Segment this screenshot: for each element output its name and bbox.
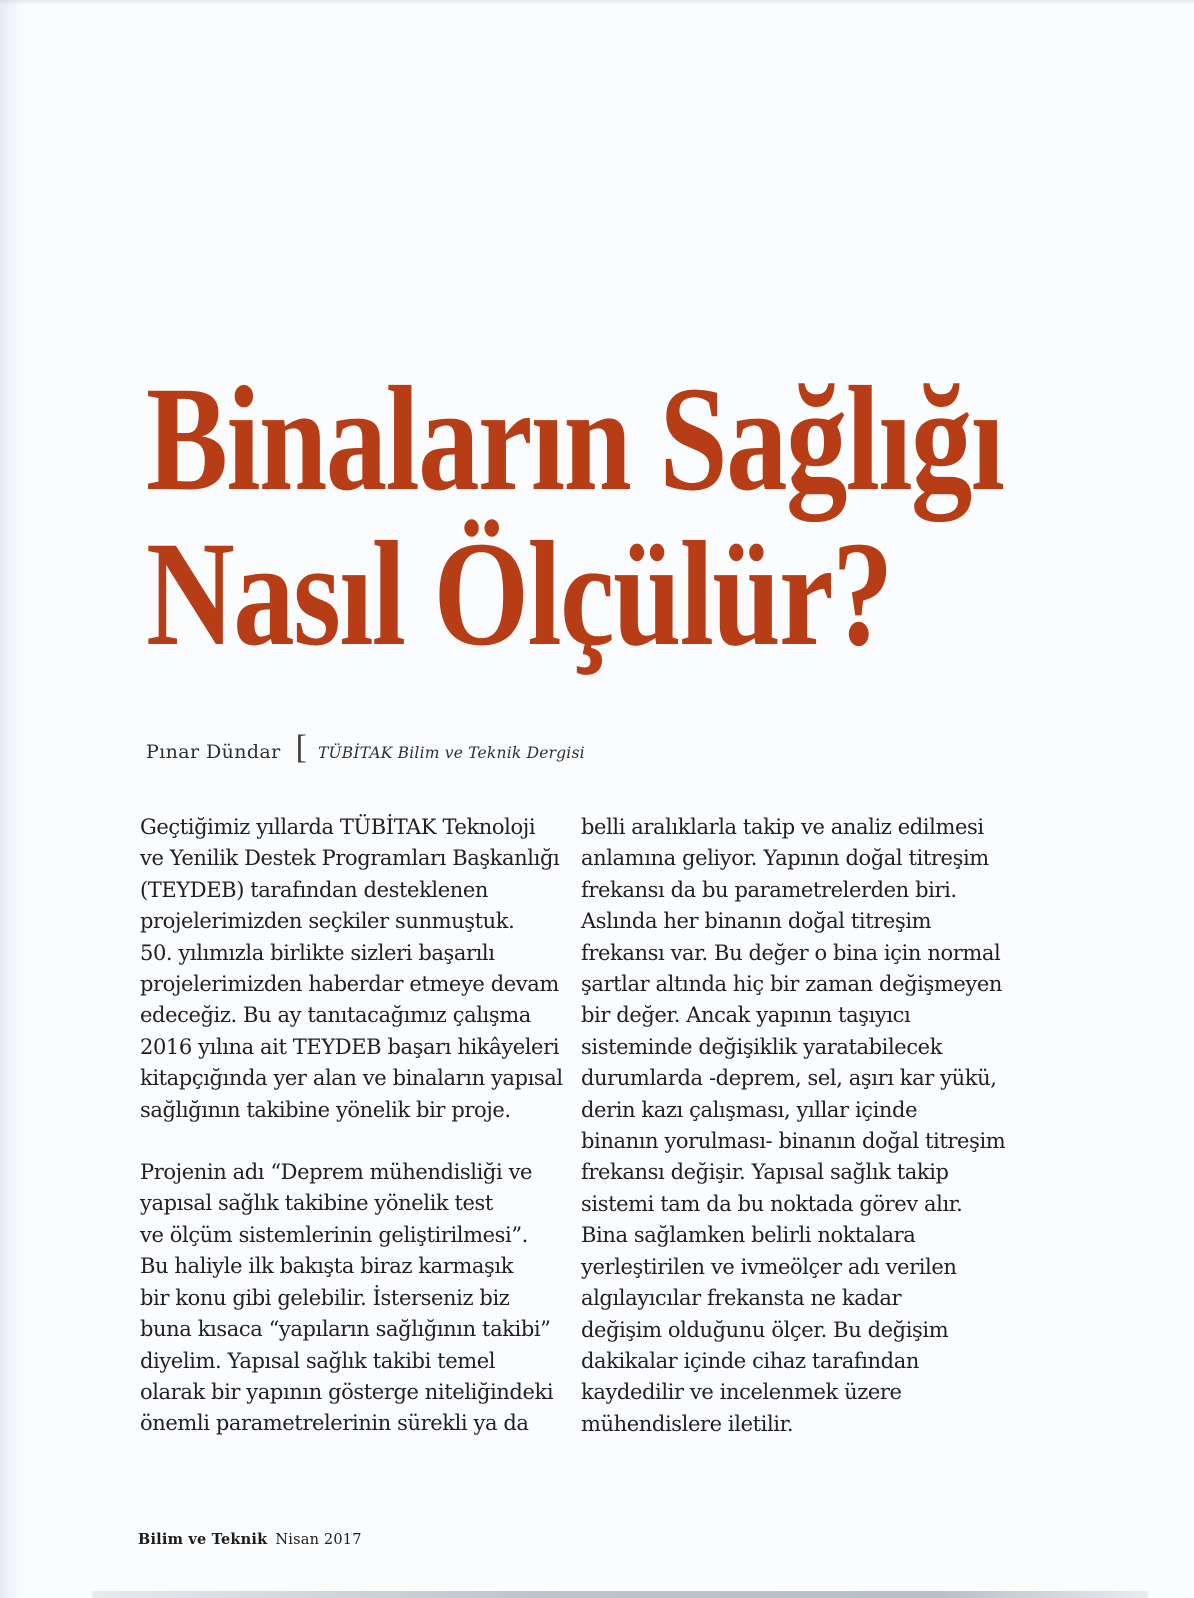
paragraph-left-1: [140, 812, 564, 1126]
text-line: algılayıcılar frekansta ne kadar: [581, 1286, 902, 1311]
text-line: buna kısaca “yapıların sağlığının takibi”: [140, 1317, 551, 1342]
body-left-column: [140, 812, 564, 1440]
text-line: sistemi tam da bu noktada görev alır.: [581, 1191, 963, 1216]
text-line: binanın yorulması- binanın doğal titreşim: [581, 1129, 1006, 1154]
scan-edge-left: [0, 0, 24, 1598]
issue-date: Nisan 2017: [275, 1532, 362, 1548]
text-line: sisteminde değişiklik yaratabilecek: [581, 1034, 943, 1059]
text-line: mühendislere iletilir.: [581, 1411, 794, 1436]
byline-bracket: [: [295, 729, 307, 766]
scan-edge-bottom: [92, 1591, 1148, 1598]
article-title-line-1: Binaların Sağlığı: [146, 356, 1004, 522]
byline: [146, 729, 585, 767]
text-line: (TEYDEB) tarafından desteklenen: [140, 877, 489, 902]
text-line: projelerimizden haberdar etmeye devam: [140, 972, 559, 997]
text-line: frekansı da bu parametrelerden biri.: [581, 877, 957, 902]
page-footer: [138, 1531, 362, 1548]
text-line: dakikalar içinde cihaz tarafından: [581, 1348, 919, 1373]
text-line: sağlığının takibine yönelik bir proje.: [140, 1097, 511, 1122]
scan-edge-top: [0, 0, 1194, 5]
text-line: belli aralıklarla takip ve analiz edilmesi: [581, 815, 984, 839]
text-line: frekansı var. Bu değer o bina için normal: [581, 940, 1001, 965]
text-line: projelerimizden seçkiler sunmuştuk.: [140, 909, 515, 934]
text-line: yapısal sağlık takibine yönelik test: [140, 1191, 493, 1216]
text-line: yerleştirilen ve ivmeölçer adı verilen: [581, 1254, 957, 1279]
text-line: Bina sağlamken belirli noktalara: [581, 1223, 916, 1248]
text-line: Projenin adı “Deprem mühendisliği ve: [140, 1160, 533, 1185]
text-line: durumlarda -deprem, sel, aşırı kar yükü,: [581, 1066, 997, 1091]
text-line: derin kazı çalışması, yıllar içinde: [581, 1097, 918, 1122]
text-line: Geçtiğimiz yıllarda TÜBİTAK Teknoloji: [140, 815, 536, 839]
magazine-name: Bilim ve Teknik: [138, 1531, 268, 1548]
text-line: ve Yenilik Destek Programları Başkanlığı: [140, 846, 560, 871]
text-line: 2016 yılına ait TEYDEB başarı hikâyeleri: [140, 1034, 560, 1059]
text-line: önemli parametrelerinin sürekli ya da: [140, 1411, 529, 1436]
author-name: Pınar Dündar: [146, 741, 281, 763]
text-line: ve ölçüm sistemlerinin geliştirilmesi”.: [140, 1222, 528, 1247]
author-affiliation: TÜBİTAK Bilim ve Teknik Dergisi: [317, 744, 585, 762]
text-line: bir konu gibi gelebilir. İsterseniz biz: [140, 1285, 510, 1310]
text-line: Aslında her binanın doğal titreşim: [581, 909, 932, 934]
text-line: Bu haliyle ilk bakışta biraz karmaşık: [140, 1254, 514, 1279]
text-line: bir değer. Ancak yapının taşıyıcı: [581, 1003, 911, 1028]
paragraph-left-2: [140, 1157, 564, 1440]
text-line: değişim olduğunu ölçer. Bu değişim: [581, 1317, 949, 1342]
body-right-column: [581, 812, 1005, 1440]
text-line: frekansı değişir. Yapısal sağlık takip: [581, 1160, 949, 1185]
text-line: anlamına geliyor. Yapının doğal titreşim: [581, 846, 989, 871]
text-line: kitapçığında yer alan ve binaların yapısal: [140, 1066, 563, 1091]
article-title: [146, 356, 1191, 677]
text-line: 50. yılımızla birlikte sizleri başarılı: [140, 940, 495, 965]
text-line: olarak bir yapının gösterge niteliğindeki: [140, 1379, 554, 1404]
article-title-line-2: Nasıl Ölçülür?: [146, 511, 892, 677]
text-line: diyelim. Yapısal sağlık takibi temel: [140, 1348, 496, 1373]
text-line: kaydedilir ve incelenmek üzere: [581, 1380, 902, 1405]
text-line: edeceğiz. Bu ay tanıtacağımız çalışma: [140, 1003, 531, 1028]
paragraph-right-1: [581, 812, 1005, 1440]
text-line: şartlar altında hiç bir zaman değişmeyen: [581, 972, 1003, 997]
